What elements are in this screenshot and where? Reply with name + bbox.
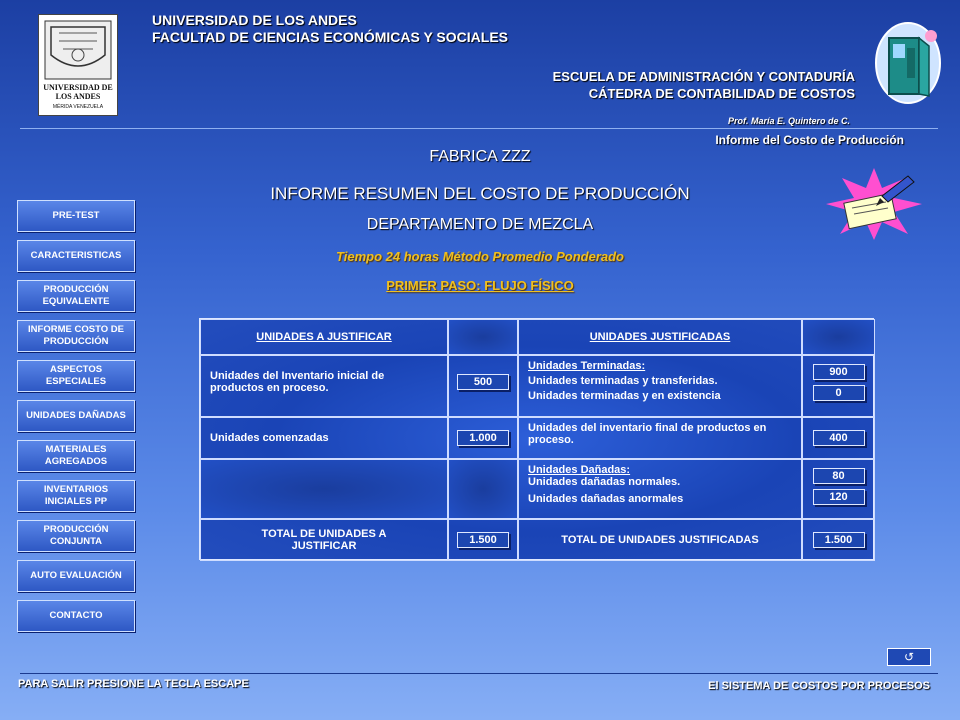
- value-badge: 1.000: [457, 430, 509, 446]
- total-value: [802, 519, 875, 561]
- value-badge: 500: [457, 374, 509, 390]
- empty-cell: [200, 459, 448, 519]
- return-button[interactable]: [887, 648, 931, 666]
- table-row-detail: [518, 459, 802, 519]
- section-subtitle: Informe del Costo de Producción: [715, 133, 904, 147]
- nav-auto-evaluacion-button[interactable]: AUTO EVALUACIÓN: [17, 560, 135, 592]
- detail-line: Unidades dañadas normales.: [528, 476, 681, 488]
- university-logo: [38, 14, 118, 116]
- step-subtitle: PRIMER PASO: FLUJO FÍSICO: [386, 278, 574, 293]
- physical-flow-table: [199, 318, 874, 560]
- header-blank-cell: [802, 319, 875, 355]
- system-name: El SISTEMA DE COSTOS POR PROCESOS: [708, 680, 930, 692]
- header-units-justified: UNIDADES JUSTIFICADAS: [518, 319, 802, 355]
- school-heading: [553, 68, 855, 102]
- group-heading: Unidades Terminadas:: [528, 360, 646, 372]
- nav-informe-costo-button[interactable]: INFORME COSTO DE PRODUCCIÓN: [17, 320, 135, 352]
- nav-unidades-danadas-button[interactable]: UNIDADES DAÑADAS: [17, 400, 135, 432]
- professor-name: Prof. María E. Quintero de C.: [727, 116, 850, 126]
- method-subtitle: Tiempo 24 horas Método Promedio Ponderado: [336, 249, 624, 264]
- institution-heading: [152, 12, 508, 46]
- nav-pretest-button[interactable]: PRE-TEST: [17, 200, 135, 232]
- chair-name: CÁTEDRA DE CONTABILIDAD DE COSTOS: [588, 86, 855, 101]
- nav-caracteristicas-button[interactable]: CARACTERISTICAS: [17, 240, 135, 272]
- writing-hand-icon: [822, 168, 926, 240]
- department-title: DEPARTAMENTO DE MEZCLA: [366, 216, 594, 233]
- logo-text: UNIVERSIDAD DE LOS ANDES: [43, 83, 113, 101]
- total-label: TOTAL DE UNIDADES A JUSTIFICAR: [200, 519, 448, 561]
- nav-inventarios-iniciales-button[interactable]: INVENTARIOS INICIALES PP: [17, 480, 135, 512]
- table-row-value: [802, 417, 875, 459]
- table-row-label: Unidades comenzadas: [200, 417, 448, 459]
- nav-produccion-equivalente-button[interactable]: PRODUCCIÓN EQUIVALENTE: [17, 280, 135, 312]
- value-badge: 1.500: [813, 532, 865, 548]
- detail-line: Unidades terminadas y en existencia: [528, 390, 721, 402]
- detail-line: Unidades dañadas anormales: [528, 493, 684, 505]
- nav-produccion-conjunta-button[interactable]: PRODUCCIÓN CONJUNTA: [17, 520, 135, 552]
- header-divider: [20, 128, 938, 129]
- total-label: TOTAL DE UNIDADES JUSTIFICADAS: [518, 519, 802, 561]
- table-row-value: [802, 355, 875, 417]
- report-title: INFORME RESUMEN DEL COSTO DE PRODUCCIÓN: [270, 184, 690, 203]
- table-row-value: [448, 355, 518, 417]
- return-arrow-icon: ↺: [903, 650, 915, 664]
- header-blank-cell: [448, 319, 518, 355]
- university-name: UNIVERSIDAD DE LOS ANDES: [152, 12, 357, 28]
- value-badge: 120: [813, 489, 865, 505]
- value-badge: 900: [813, 364, 865, 380]
- value-badge: 400: [813, 430, 865, 446]
- value-badge: 1.500: [457, 532, 509, 548]
- value-badge: 80: [813, 468, 865, 484]
- detail-line: Unidades terminadas y transferidas.: [528, 375, 718, 387]
- value-badge: 0: [813, 385, 865, 401]
- logo-subtext: MÉRIDA VENEZUELA: [52, 104, 104, 110]
- exit-hint: PARA SALIR PRESIONE LA TECLA ESCAPE: [18, 678, 249, 690]
- group-heading: Unidades Dañadas:: [528, 464, 631, 476]
- empty-cell: [448, 459, 518, 519]
- school-name: ESCUELA DE ADMINISTRACIÓN Y CONTADURÍA: [552, 69, 855, 84]
- table-row-detail: [518, 355, 802, 417]
- table-row-detail: Unidades del inventario final de productos en proceso.: [518, 417, 802, 459]
- computer-door-icon: [873, 18, 943, 108]
- header-units-to-justify: UNIDADES A JUSTIFICAR: [200, 319, 448, 355]
- nav-contacto-button[interactable]: CONTACTO: [17, 600, 135, 632]
- total-value: [448, 519, 518, 561]
- company-title: FABRICA ZZZ: [429, 148, 531, 165]
- table-row-value: [448, 417, 518, 459]
- nav-materiales-agregados-button[interactable]: MATERIALES AGREGADOS: [17, 440, 135, 472]
- footer-divider: [20, 673, 938, 674]
- table-row-label: Unidades del Inventario inicial de productos en proceso.: [200, 355, 448, 417]
- nav-aspectos-especiales-button[interactable]: ASPECTOS ESPECIALES: [17, 360, 135, 392]
- faculty-name: FACULTAD DE CIENCIAS ECONÓMICAS Y SOCIALES: [152, 29, 508, 45]
- table-row-value: [802, 459, 875, 519]
